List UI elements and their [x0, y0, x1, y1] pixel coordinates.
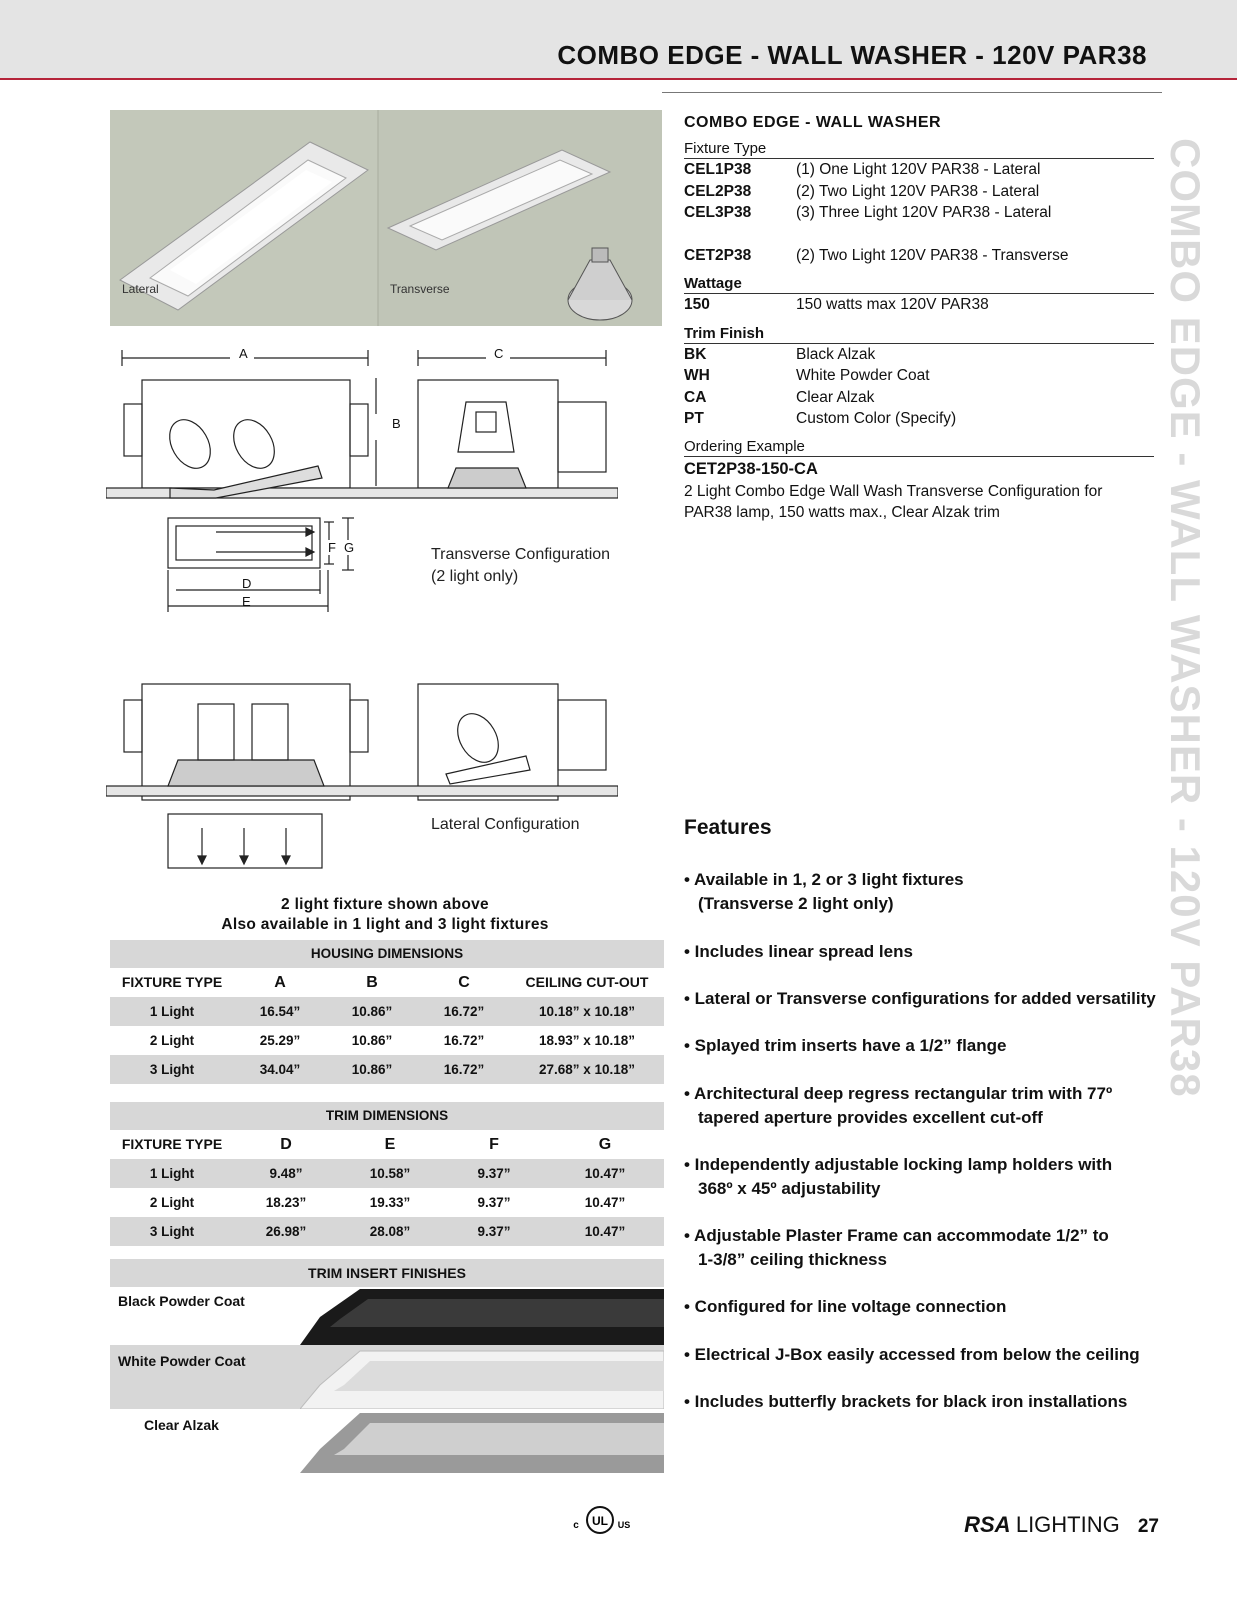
- list-item: [684, 1343, 1184, 1367]
- list-item: [684, 868, 1184, 915]
- table-cell: 18.23”: [265, 1195, 307, 1210]
- table-cell: 10.86”: [351, 1033, 393, 1048]
- list-item: [684, 987, 1184, 1011]
- desc: Custom Color (Specify): [796, 410, 957, 427]
- list-item: [684, 940, 1184, 964]
- table-cell: 10.18” x 10.18”: [538, 1004, 636, 1019]
- col-header: D: [280, 1136, 292, 1153]
- housing-table-header: [110, 968, 664, 997]
- table-cell: 25.29”: [259, 1033, 301, 1048]
- transverse-caption: [431, 544, 610, 588]
- feature-line: • Electrical J-Box easily accessed from below the ceiling: [684, 1345, 1140, 1364]
- table-cell: 3 Light: [149, 1062, 195, 1077]
- fixture-type-row: [684, 245, 1154, 267]
- feature-line: • Adjustable Plaster Frame can accommodate 1/2” to: [684, 1226, 1109, 1245]
- dim-label-e: E: [242, 594, 251, 609]
- dim-label-c: C: [494, 346, 504, 361]
- ul-certification-logo: [570, 1502, 630, 1538]
- table-cell: 9.37”: [477, 1166, 511, 1181]
- finish-row-clear: [110, 1409, 664, 1473]
- trim-dimensions-table: [110, 1102, 664, 1246]
- list-item: [684, 1153, 1184, 1200]
- ordering-desc-line-2: PAR38 lamp, 150 watts max., Clear Alzak trim: [684, 504, 1000, 521]
- code: CET2P38: [684, 246, 752, 264]
- feature-line: • Available in 1, 2 or 3 light fixtures: [684, 870, 964, 889]
- code: BK: [684, 345, 707, 363]
- table-cell: 2 Light: [149, 1033, 195, 1048]
- dim-label-b: B: [392, 416, 401, 431]
- feature-line: • Independently adjustable locking lamp holders with: [684, 1155, 1113, 1174]
- table-cell: 34.04”: [259, 1062, 301, 1077]
- photo-label-transverse: Transverse: [390, 282, 450, 296]
- product-photo: [110, 110, 662, 326]
- clear-alzak-finish-swatch: [300, 1409, 664, 1473]
- col-header: C: [458, 974, 470, 991]
- table-row: [110, 1188, 664, 1217]
- trim-finish-label: Trim Finish: [684, 325, 1154, 344]
- col-header: G: [598, 1136, 612, 1153]
- table-row: [110, 1055, 664, 1084]
- table-cell: 16.72”: [443, 1062, 485, 1077]
- list-item: [684, 1390, 1184, 1414]
- transverse-caption-line-1: Transverse Configuration: [431, 546, 611, 563]
- desc: (2) Two Light 120V PAR38 - Lateral: [796, 182, 1040, 200]
- desc: (1) One Light 120V PAR38 - Lateral: [796, 161, 1041, 178]
- desc: Black Alzak: [796, 345, 876, 363]
- dim-label-f: F: [328, 540, 336, 555]
- code: CEL1P38: [684, 161, 752, 178]
- side-title-text: COMBO EDGE - WALL WASHER - 120V PAR38: [1162, 138, 1209, 1098]
- table-cell: 16.54”: [259, 1004, 301, 1019]
- table-row: [110, 1026, 664, 1055]
- wattage-label: Wattage: [684, 275, 1154, 294]
- trim-insert-finishes: [110, 1259, 664, 1473]
- feature-line: 1-3/8” ceiling thickness: [698, 1249, 887, 1269]
- black-finish-swatch: [300, 1287, 664, 1345]
- page-title: COMBO EDGE - WALL WASHER - 120V PAR38: [557, 40, 1147, 70]
- desc: White Powder Coat: [796, 367, 930, 384]
- dim-label-a: A: [239, 346, 248, 361]
- finish-row-black: [110, 1287, 664, 1345]
- footer-brand: [964, 1512, 1159, 1538]
- lateral-caption: Lateral Configuration: [431, 816, 580, 833]
- white-finish-swatch: [300, 1345, 664, 1409]
- table-cell: 27.68” x 10.18”: [538, 1062, 636, 1077]
- dim-label-d: D: [242, 576, 252, 591]
- features-heading: Features: [684, 816, 772, 839]
- side-title: [1162, 138, 1213, 1178]
- table-row: [110, 1217, 664, 1246]
- table-cell: 9.37”: [477, 1224, 511, 1239]
- col-header: E: [384, 1136, 396, 1153]
- feature-line: • Architectural deep regress rectangular trim with 77º: [684, 1084, 1113, 1103]
- code: 150: [684, 296, 710, 313]
- lateral-housing-diagram: [106, 674, 618, 874]
- trim-table-header: [110, 1130, 664, 1159]
- col-header: FIXTURE TYPE: [121, 974, 223, 990]
- finish-label: White Powder Coat: [118, 1353, 246, 1369]
- list-item: [684, 1295, 1184, 1319]
- desc: (2) Two Light 120V PAR38 - Transverse: [796, 246, 1069, 264]
- finish-label: Clear Alzak: [144, 1417, 219, 1433]
- desc: 150 watts max 120V PAR38: [796, 296, 989, 313]
- list-item: [684, 1224, 1184, 1271]
- table-cell: 28.08”: [369, 1224, 411, 1239]
- table-cell: 16.72”: [443, 1004, 485, 1019]
- brand-rest: LIGHTING: [1015, 1512, 1120, 1537]
- feature-line: • Includes linear spread lens: [684, 942, 913, 961]
- housing-table-title: HOUSING DIMENSIONS: [110, 940, 664, 968]
- housing-dimensions-table: [110, 940, 664, 1084]
- spec-heading: COMBO EDGE - WALL WASHER: [684, 114, 942, 131]
- fixture-photo-image: [110, 110, 662, 326]
- table-cell: 18.93” x 10.18”: [538, 1033, 636, 1048]
- table-cell: 1 Light: [149, 1166, 195, 1181]
- divider: [662, 92, 1162, 93]
- trim-finish-row: [684, 365, 1154, 387]
- wattage-row: [684, 294, 1154, 316]
- feature-line: tapered aperture provides excellent cut-off: [698, 1107, 1043, 1127]
- table-cell: 10.86”: [351, 1004, 393, 1019]
- feature-line: 368º x 45º adjustability: [698, 1178, 881, 1198]
- lateral-drawing: [106, 674, 618, 874]
- table-cell: 16.72”: [443, 1033, 485, 1048]
- trim-table-title: TRIM DIMENSIONS: [110, 1102, 664, 1130]
- col-header: B: [366, 974, 378, 991]
- finish-row-white: [110, 1345, 664, 1409]
- brand-italic: RSA: [964, 1512, 1010, 1537]
- feature-line: • Includes butterfly brackets for black iron installations: [684, 1392, 1128, 1411]
- feature-line: • Lateral or Transverse configurations for added versatility: [684, 989, 1156, 1008]
- fixture-type-row: [684, 159, 1154, 181]
- fixture-note: [110, 895, 660, 935]
- code: PT: [684, 410, 704, 427]
- table-row: [110, 997, 664, 1026]
- fixture-note-line-1: 2 light fixture shown above: [281, 896, 489, 913]
- table-cell: 10.47”: [584, 1166, 626, 1181]
- list-item: [684, 1034, 1184, 1058]
- code: CA: [684, 388, 707, 406]
- table-cell: 9.37”: [477, 1195, 511, 1210]
- col-header: F: [489, 1136, 499, 1153]
- spec-block: [684, 114, 1154, 524]
- col-header: A: [274, 974, 286, 991]
- table-cell: 10.58”: [369, 1166, 411, 1181]
- fixture-type-label: Fixture Type: [684, 140, 1154, 159]
- code: CEL2P38: [684, 182, 752, 200]
- ul-logo-icon: [570, 1502, 630, 1538]
- ul-left-text: c: [573, 1520, 579, 1531]
- table-cell: 3 Light: [149, 1224, 195, 1239]
- desc: (3) Three Light 120V PAR38 - Lateral: [796, 204, 1052, 221]
- table-cell: 10.86”: [351, 1062, 393, 1077]
- ul-right-text: US: [617, 1520, 630, 1530]
- finishes-title: TRIM INSERT FINISHES: [110, 1259, 664, 1287]
- trim-finish-row: [684, 387, 1154, 409]
- ul-center-text: UL: [592, 1514, 608, 1528]
- code: WH: [684, 367, 710, 384]
- col-header: FIXTURE TYPE: [121, 1136, 223, 1152]
- page-number: 27: [1137, 1516, 1159, 1537]
- transverse-caption-line-2: (2 light only): [431, 568, 519, 585]
- table-cell: 26.98”: [265, 1224, 307, 1239]
- fixture-type-row: [684, 181, 1154, 203]
- table-cell: 1 Light: [149, 1004, 195, 1019]
- feature-line: (Transverse 2 light only): [698, 893, 894, 913]
- feature-line: • Splayed trim inserts have a 1/2” flange: [684, 1036, 1007, 1055]
- ordering-example-label: Ordering Example: [684, 438, 1154, 457]
- finish-label: Black Powder Coat: [118, 1293, 245, 1309]
- trim-finish-row: [684, 344, 1154, 366]
- feature-line: • Configured for line voltage connection: [684, 1297, 1007, 1316]
- table-row: [110, 1159, 664, 1188]
- table-cell: 10.47”: [584, 1195, 626, 1210]
- trim-finish-row: [684, 408, 1154, 430]
- fixture-type-row: [684, 202, 1154, 224]
- ordering-code: CET2P38-150-CA: [684, 459, 818, 478]
- ordering-desc-line-1: 2 Light Combo Edge Wall Wash Transverse Configuration for: [684, 482, 1103, 500]
- list-item: [684, 1082, 1184, 1129]
- fixture-note-line-2: Also available in 1 light and 3 light fixtures: [221, 916, 549, 933]
- table-cell: 19.33”: [369, 1195, 411, 1210]
- col-header: CEILING CUT-OUT: [525, 974, 649, 990]
- table-cell: 10.47”: [584, 1224, 626, 1239]
- table-cell: 9.48”: [269, 1166, 303, 1181]
- dim-label-g: G: [344, 540, 355, 555]
- code: CEL3P38: [684, 204, 752, 221]
- table-cell: 2 Light: [149, 1195, 195, 1210]
- photo-label-lateral: Lateral: [122, 282, 159, 296]
- desc: Clear Alzak: [796, 388, 875, 406]
